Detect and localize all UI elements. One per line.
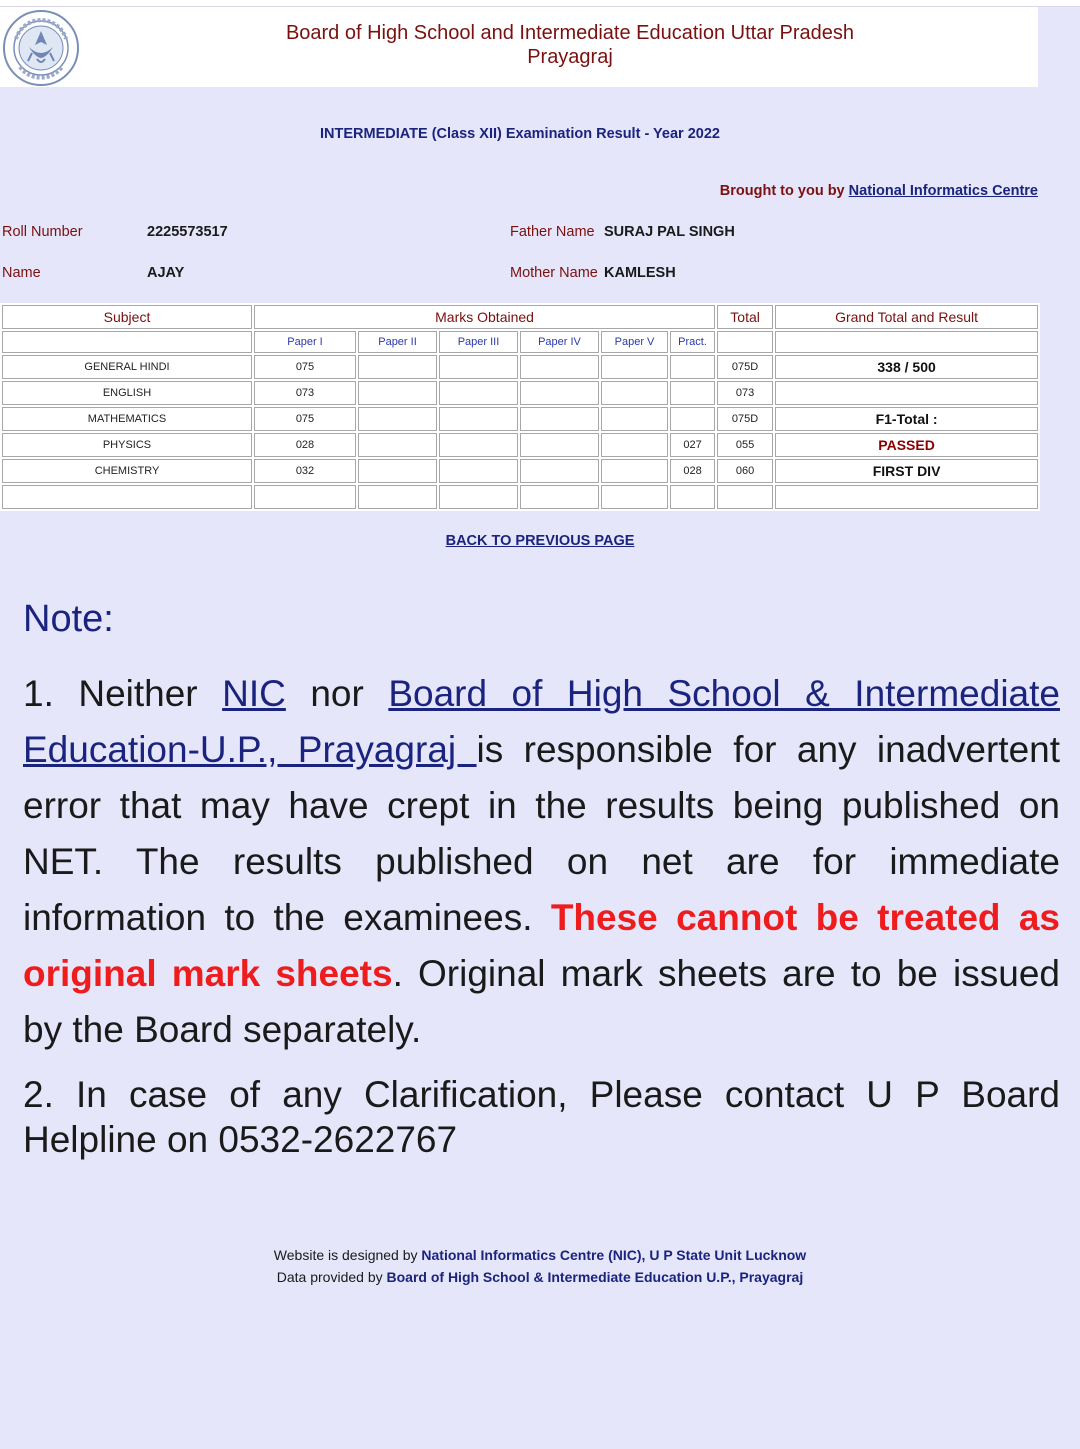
result-status: PASSED — [775, 433, 1038, 457]
marks-table — [0, 303, 1040, 511]
credit-line — [720, 183, 1038, 199]
paper1-cell: 032 — [254, 459, 356, 483]
blank-cell — [717, 331, 773, 353]
board-title-line2: Prayagraj — [527, 46, 613, 68]
empty-cell — [2, 485, 252, 509]
empty-cell — [670, 485, 715, 509]
credit-prefix: Brought to you by — [719, 183, 845, 199]
table-row — [2, 355, 1038, 379]
paper1-cell: 075 — [254, 355, 356, 379]
top-border — [0, 0, 1080, 7]
empty-cell — [601, 355, 668, 379]
subject-cell: PHYSICS — [2, 433, 252, 457]
empty-cell — [254, 485, 356, 509]
subject-cell: MATHEMATICS — [2, 407, 252, 431]
empty-cell — [775, 485, 1038, 509]
table-row — [2, 407, 1038, 431]
paper-header: Paper II — [358, 331, 437, 353]
pract-cell — [670, 381, 715, 405]
empty-cell — [601, 459, 668, 483]
empty-cell — [601, 485, 668, 509]
empty-cell — [358, 433, 437, 457]
total-cell: 075D — [717, 407, 773, 431]
up-government-emblem-icon — [2, 9, 80, 87]
empty-cell — [439, 355, 518, 379]
empty-cell — [439, 485, 518, 509]
empty-cell — [601, 433, 668, 457]
total-cell: 055 — [717, 433, 773, 457]
blank-cell — [775, 331, 1038, 353]
marks-obtained-header: Marks Obtained — [254, 305, 715, 329]
paper-header: Paper IV — [520, 331, 599, 353]
note-1-nor: nor — [285, 673, 389, 714]
grand-total-value: 338 / 500 — [775, 355, 1038, 379]
table-row — [2, 485, 1038, 509]
page-footer — [0, 1244, 1080, 1288]
nic-note-link[interactable]: NIC — [222, 673, 286, 714]
name-label: Name — [2, 265, 41, 281]
pract-cell — [670, 407, 715, 431]
result-cell — [775, 381, 1038, 405]
empty-cell — [520, 433, 599, 457]
table-row — [2, 381, 1038, 405]
father-name-label: Father Name — [510, 224, 595, 240]
empty-cell — [520, 459, 599, 483]
grand-total-header: Grand Total and Result — [775, 305, 1038, 329]
table-row — [2, 459, 1038, 483]
paper1-cell: 028 — [254, 433, 356, 457]
pract-cell: 027 — [670, 433, 715, 457]
division-result: FIRST DIV — [775, 459, 1038, 483]
total-cell: 073 — [717, 381, 773, 405]
father-name-value: SURAJ PAL SINGH — [604, 224, 735, 240]
empty-cell — [439, 381, 518, 405]
empty-cell — [601, 407, 668, 431]
exam-title: INTERMEDIATE (Class XII) Examination Result - Year 2022 — [320, 126, 720, 142]
empty-cell — [439, 459, 518, 483]
empty-cell — [358, 407, 437, 431]
subject-cell: GENERAL HINDI — [2, 355, 252, 379]
footer-nic-org: National Informatics Centre (NIC), U P State Unit Lucknow — [421, 1247, 807, 1263]
paper-header: Pract. — [670, 331, 715, 353]
note-heading: Note: — [23, 598, 114, 640]
subject-header: Subject — [2, 305, 252, 329]
paper-header: Paper III — [439, 331, 518, 353]
note-1-text: is responsible for any inadvertent error that may have crept in the results being published on NET. The results published on net are for immediate information to the examinees. — [23, 729, 1060, 938]
paper-header: Paper I — [254, 331, 356, 353]
pract-cell — [670, 355, 715, 379]
paper1-cell: 073 — [254, 381, 356, 405]
blank-cell — [2, 331, 252, 353]
warning-text: These cannot be treated as original mark sheets — [23, 897, 1061, 994]
roll-number-value: 2225573517 — [147, 224, 228, 240]
footer-board-org: Board of High School & Intermediate Education U.P., Prayagraj — [386, 1269, 804, 1285]
pract-cell: 028 — [670, 459, 715, 483]
empty-cell — [358, 381, 437, 405]
total-cell: 075D — [717, 355, 773, 379]
subject-cell: ENGLISH — [2, 381, 252, 405]
empty-cell — [520, 381, 599, 405]
roll-number-label: Roll Number — [2, 224, 83, 240]
empty-cell — [439, 433, 518, 457]
subject-cell: CHEMISTRY — [2, 459, 252, 483]
back-to-previous-page-link[interactable]: BACK TO PREVIOUS PAGE — [445, 533, 635, 549]
name-value: AJAY — [147, 265, 185, 281]
paper1-cell: 075 — [254, 407, 356, 431]
note-1-end: . Original mark sheets are to be issued by the Board separately. — [23, 953, 1060, 1050]
total-cell: 060 — [717, 459, 773, 483]
empty-cell — [358, 485, 437, 509]
mother-name-label: Mother Name — [510, 265, 598, 281]
note-paragraph-2: 2. In case of any Clarification, Please contact U P Board Helpline on 0532-2622767 — [23, 1074, 1060, 1160]
paper-header: Paper V — [601, 331, 668, 353]
board-title — [240, 21, 900, 69]
page-header — [0, 7, 1038, 87]
empty-cell — [601, 381, 668, 405]
empty-cell — [358, 355, 437, 379]
empty-cell — [520, 355, 599, 379]
empty-cell — [358, 459, 437, 483]
empty-cell — [520, 485, 599, 509]
total-header: Total — [717, 305, 773, 329]
f1-total-label: F1-Total : — [775, 407, 1038, 431]
note-paragraph-1 — [23, 666, 1060, 1058]
empty-cell — [439, 407, 518, 431]
footer-designed-by: Website is designed by — [273, 1247, 422, 1263]
footer-line-1 — [0, 1244, 1080, 1266]
board-note-link[interactable]: Board of High School & Intermediate Education-U.P., Prayagraj — [23, 673, 1060, 770]
empty-cell — [717, 485, 773, 509]
footer-data-by: Data provided by — [276, 1269, 387, 1285]
mother-name-value: KAMLESH — [604, 265, 676, 281]
table-row — [2, 433, 1038, 457]
board-title-line1: Board of High School and Intermediate Education Uttar Pradesh — [285, 22, 855, 44]
footer-line-2 — [0, 1266, 1080, 1288]
nic-link[interactable]: National Informatics Centre — [848, 183, 1038, 199]
empty-cell — [520, 407, 599, 431]
note-1-num: 1. Neither — [23, 673, 223, 714]
back-link-container — [0, 533, 1080, 549]
